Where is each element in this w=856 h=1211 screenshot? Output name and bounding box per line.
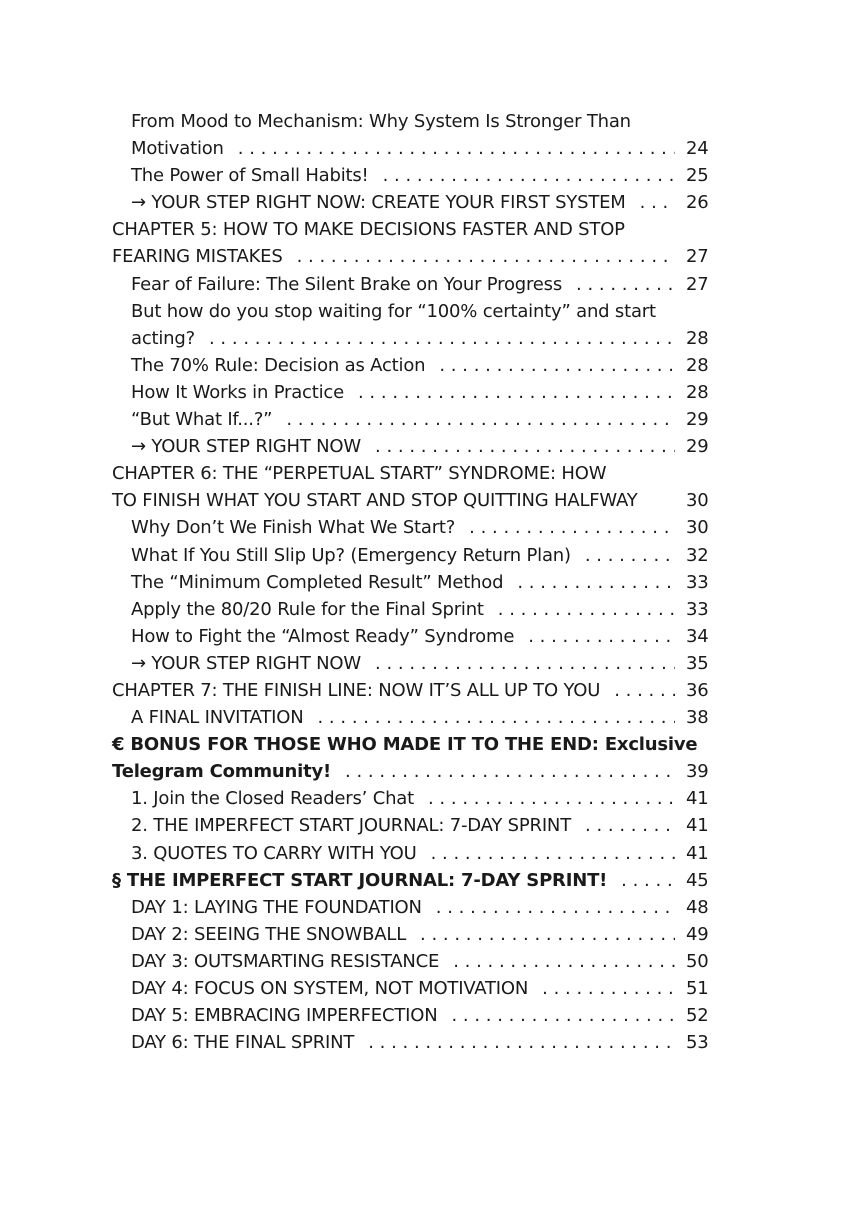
toc-entry-title: FEARING MISTAKES [112,246,283,268]
toc-chapter-entry[interactable] [0,731,856,785]
toc-entry-line [0,1002,856,1029]
toc-section-entry[interactable] [0,948,856,975]
toc-section-entry[interactable] [0,433,856,460]
toc-page-number: 41 [686,788,709,810]
dot-leader [542,975,675,1002]
toc-entry-title: Motivation [131,138,224,160]
toc-entry-line [0,921,856,948]
toc-entry-line [0,758,856,785]
dot-leader [517,569,675,596]
toc-section-entry[interactable] [0,298,856,352]
dot-leader [585,542,675,569]
dot-leader [585,812,675,839]
toc-entry-title: → YOUR STEP RIGHT NOW [131,652,362,674]
toc-entry-line [0,704,856,731]
toc-section-entry[interactable] [0,894,856,921]
toc-page-number: 34 [686,625,709,647]
toc-entry-title: € BONUS FOR THOSE WHO MADE IT TO THE END: Exclusive [112,734,698,756]
toc-entry-line [0,135,856,162]
toc-entry-line [0,379,856,406]
toc-section-entry[interactable] [0,812,856,839]
dot-leader [453,948,675,975]
dot-leader [238,135,675,162]
dot-leader [576,271,675,298]
dot-leader [498,596,675,623]
toc-entry-title: 2. THE IMPERFECT START JOURNAL: 7-DAY SPRINT [131,815,571,837]
toc-section-entry[interactable] [0,108,856,162]
toc-entry-title: How to Fight the “Almost Ready” Syndrome [131,625,515,647]
toc-entry-title: 1. Join the Closed Readers’ Chat [131,788,414,810]
toc-page-number: 32 [686,544,709,566]
toc-entry-line [0,162,856,189]
toc-entry-line [0,298,856,325]
toc-page-number: 24 [686,138,709,160]
toc-section-entry[interactable] [0,840,856,867]
dot-leader [431,840,675,867]
dot-leader [428,785,675,812]
dot-leader [286,406,675,433]
toc-page-number: 28 [686,381,709,403]
dot-leader [368,1029,675,1056]
toc-entry-title: From Mood to Mechanism: Why System Is Stronger Than [131,111,631,132]
toc-entry-line [0,731,856,758]
toc-entry-title: But how do you stop waiting for “100% certainty” and start [131,300,656,322]
dot-leader [420,921,675,948]
toc-entry-line [0,948,856,975]
toc-section-entry[interactable] [0,650,856,677]
toc-entry-line [0,596,856,623]
toc-page-number: 33 [686,598,709,620]
toc-entry-title: § THE IMPERFECT START JOURNAL: 7-DAY SPRINT! [112,869,608,891]
toc-entry-line [0,867,856,894]
toc-section-entry[interactable] [0,271,856,298]
toc-page-number: 50 [686,950,709,972]
dot-leader [621,867,675,894]
toc-entry-title: The Power of Small Habits! [131,165,369,187]
dot-leader [358,379,675,406]
toc-section-entry[interactable] [0,542,856,569]
toc-entry-title: Apply the 80/20 Rule for the Final Sprint [131,598,484,620]
toc-entry-title: CHAPTER 7: THE FINISH LINE: NOW IT’S ALL UP TO YOU [112,679,601,701]
toc-entry-title: Why Don’t We Finish What We Start? [131,517,456,539]
dot-leader [317,704,675,731]
toc-page-number: 30 [686,490,709,512]
dot-leader [375,433,675,460]
toc-entry-title: The “Minimum Completed Result” Method [131,571,504,593]
toc-entry-title: DAY 5: EMBRACING IMPERFECTION [131,1005,438,1027]
toc-page-number: 53 [686,1032,709,1054]
toc-page-number: 30 [686,517,709,539]
toc-entry-title: DAY 1: LAYING THE FOUNDATION [131,896,422,918]
toc-entry-title: Telegram Community! [112,761,332,783]
toc-section-entry[interactable] [0,379,856,406]
toc-entry-line [0,352,856,379]
toc-page-number: 45 [686,869,709,891]
toc-page-number: 48 [686,896,709,918]
toc-page-number: 51 [686,978,709,999]
toc-section-entry[interactable] [0,189,856,216]
toc-entry-title: How It Works in Practice [131,381,344,403]
toc-entry-line [0,542,856,569]
toc-page-number: 36 [686,679,709,701]
toc-entry-line [0,514,856,541]
dot-leader [451,1002,675,1029]
toc-entry-line [0,569,856,596]
toc-page-number: 26 [686,192,709,214]
toc-entry-line [0,677,856,704]
toc-entry-title: CHAPTER 5: HOW TO MAKE DECISIONS FASTER AND STOP [112,219,625,241]
toc-entry-title: Fear of Failure: The Silent Brake on Your Progress [131,273,563,295]
toc-entry-line [0,189,856,216]
toc-section-entry[interactable] [0,921,856,948]
toc-section-entry[interactable] [0,162,856,189]
toc-entry-title: “But What If...?” [131,409,273,431]
toc-entry-line [0,271,856,298]
toc-entry-line [0,840,856,867]
toc-section-entry[interactable] [0,569,856,596]
toc-entry-title: DAY 6: THE FINAL SPRINT [131,1032,355,1054]
toc-entry-line [0,487,856,514]
toc-entry-line [0,650,856,677]
toc-section-entry[interactable] [0,596,856,623]
dot-leader [383,162,675,189]
toc-section-entry[interactable] [0,1002,856,1029]
toc-page-number: 29 [686,409,709,431]
toc-page-number: 25 [686,165,709,187]
dot-leader [614,677,675,704]
toc-page-number: 27 [686,273,709,295]
toc-page-number: 35 [686,652,709,674]
toc-section-entry[interactable] [0,1029,856,1056]
toc-entry-line [0,623,856,650]
toc-section-entry[interactable] [0,406,856,433]
toc-entry-title: CHAPTER 6: THE “PERPETUAL START” SYNDROME: HOW [112,463,607,485]
toc-section-entry[interactable] [0,704,856,731]
toc-entry-title: DAY 2: SEEING THE SNOWBALL [131,923,407,945]
toc-page-number: 28 [686,327,709,349]
toc-entry-title: acting? [131,327,195,349]
toc-section-entry[interactable] [0,623,856,650]
toc-page-number: 27 [686,246,709,268]
toc-page-number: 41 [686,842,709,864]
toc-entry-line [0,894,856,921]
toc-page-number: 41 [686,815,709,837]
toc-page-number: 29 [686,436,709,458]
toc-entry-line [0,108,856,135]
toc-chapter-entry[interactable] [0,677,856,704]
toc-section-entry[interactable] [0,514,856,541]
toc-entry-line [0,216,856,243]
dot-leader [209,325,675,352]
toc-section-entry[interactable] [0,975,856,1002]
toc-entry-line [0,325,856,352]
toc-entry-title: → YOUR STEP RIGHT NOW: CREATE YOUR FIRST SYSTEM [131,192,626,214]
table-of-contents [0,108,856,1056]
toc-entry-line [0,406,856,433]
toc-entry-line [0,243,856,270]
toc-chapter-entry[interactable] [0,216,856,270]
dot-leader [345,758,675,785]
toc-entry-title: What If You Still Slip Up? (Emergency Return Plan) [131,544,571,566]
toc-section-entry[interactable] [0,352,856,379]
toc-entry-title: A FINAL INVITATION [131,707,304,729]
toc-entry-title: DAY 4: FOCUS ON SYSTEM, NOT MOTIVATION [131,978,529,999]
toc-chapter-entry[interactable] [0,460,856,514]
toc-page-number: 39 [686,761,709,783]
toc-entry-line [0,812,856,839]
toc-entry-line [0,460,856,487]
toc-page-number: 28 [686,354,709,376]
dot-leader [528,623,675,650]
dot-leader [640,189,675,216]
toc-entry-title: TO FINISH WHAT YOU START AND STOP QUITTING HALFWAY [112,490,638,512]
toc-page-number: 33 [686,571,709,593]
dot-leader [469,514,675,541]
toc-chapter-entry[interactable] [0,867,856,894]
toc-page-number: 49 [686,923,709,945]
toc-entry-title: The 70% Rule: Decision as Action [131,354,426,376]
dot-leader [436,894,675,921]
toc-entry-line [0,1029,856,1056]
dot-leader [375,650,675,677]
toc-entry-line [0,433,856,460]
dot-leader [439,352,675,379]
toc-section-entry[interactable] [0,785,856,812]
toc-page-number: 38 [686,707,709,729]
dot-leader [297,243,675,270]
toc-entry-line [0,785,856,812]
toc-entry-title: 3. QUOTES TO CARRY WITH YOU [131,842,417,864]
toc-entry-title: DAY 3: OUTSMARTING RESISTANCE [131,950,440,972]
toc-entry-line [0,975,856,1002]
toc-page-number: 52 [686,1005,709,1027]
toc-entry-title: → YOUR STEP RIGHT NOW [131,436,362,458]
